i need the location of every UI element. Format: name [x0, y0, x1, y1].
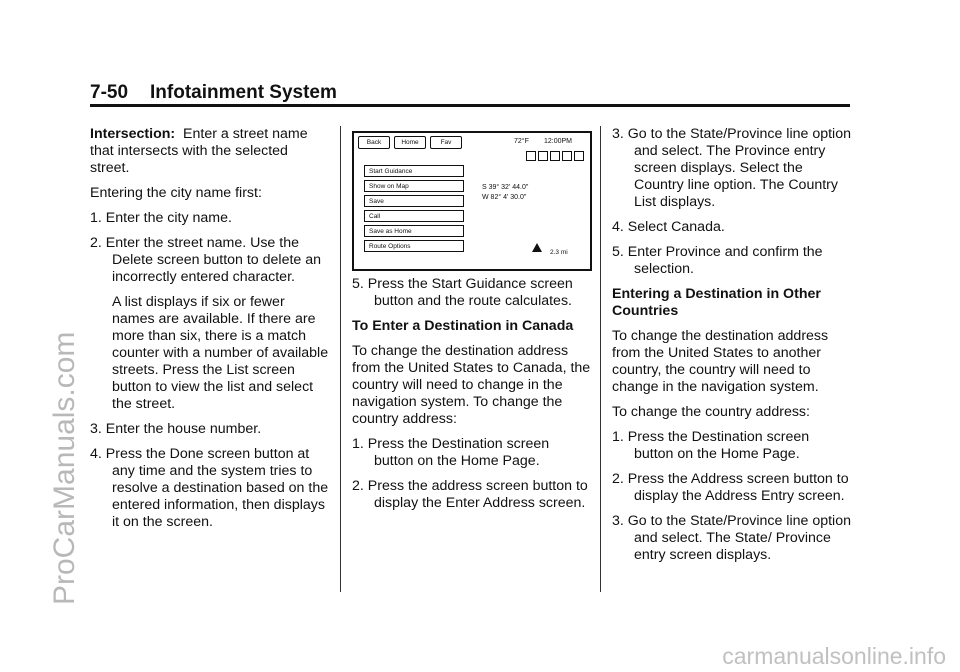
menu-route-options: Route Options — [364, 240, 464, 252]
latitude: S 39° 32' 44.0" — [482, 184, 529, 191]
canada-step-4: 4. Select Canada. — [612, 219, 725, 235]
menu-save-as-home: Save as Home — [364, 225, 464, 237]
fav-button: Fav — [430, 136, 462, 149]
other-step-1: 1. Press the Destination screen button on the Home Page. — [612, 429, 810, 462]
menu-call: Call — [364, 210, 464, 222]
status-icon — [562, 151, 572, 161]
menu-save: Save — [364, 195, 464, 207]
canada-heading: To Enter a Destination in Canada — [352, 318, 574, 334]
canada-step-5: 5. Enter Province and confirm the selection. — [612, 244, 823, 277]
navigation-screen-figure — [352, 131, 592, 271]
footer-watermark: carmanualsonline.info — [722, 643, 946, 669]
direction-arrow-icon — [532, 243, 542, 252]
temperature: 72°F — [514, 138, 529, 145]
status-icon — [574, 151, 584, 161]
back-button: Back — [358, 136, 390, 149]
intersection-text: Enter a street name that intersects with the selected street. — [90, 126, 308, 176]
step-5: 5. Press the Start Guidance screen button and the route calculates. — [352, 276, 573, 309]
status-icons — [526, 151, 584, 161]
distance: 2.3 mi — [550, 249, 568, 256]
clock: 12:00PM — [544, 138, 573, 145]
status-icon — [526, 151, 536, 161]
other-countries-text-2: To change the country address: — [612, 404, 810, 420]
header-rule — [90, 104, 850, 107]
canada-step-1: 1. Press the Destination screen button on the Home Page. — [352, 436, 550, 469]
step-1: 1. Enter the city name. — [90, 210, 232, 226]
column-divider-2 — [600, 126, 601, 592]
step-2: 2. Enter the street name. Use the Delete screen button to delete an incorrectly entered character. — [90, 235, 322, 285]
side-watermark: ProCarManuals.com — [48, 331, 81, 605]
column-3 — [612, 126, 852, 572]
step-3: 3. Enter the house number. — [90, 421, 262, 437]
coordinates — [482, 183, 528, 203]
page-number: 7-50 — [90, 82, 129, 103]
other-countries-text-1: To change the destination address from the United States to another country, the country will need to change in the navigation system. — [612, 328, 829, 395]
longitude: W 82° 4' 30.0" — [482, 194, 527, 201]
intersection-label: Intersection: — [90, 126, 176, 142]
page-title: Infotainment System — [150, 82, 337, 103]
canada-step-3: 3. Go to the State/Province line option and select. The Province entry screen displays. Select the Country line option. The Country List displays. — [612, 126, 851, 210]
other-step-3: 3. Go to the State/Province line option and select. The State/ Province entry screen displays. — [612, 513, 851, 563]
step-2-note: A list displays if six or fewer names are available. If there are more than six, there is a match counter with a number of available streets. Press the List screen button to view the list and select the street. — [112, 294, 329, 412]
intersection-paragraph — [90, 126, 330, 177]
canada-step-2: 2. Press the address screen button to display the Enter Address screen. — [352, 478, 588, 511]
other-countries-heading: Entering a Destination in Other Countries — [612, 286, 821, 319]
step-4: 4. Press the Done screen button at any time and the system tries to resolve a destination based on the entered information, then displays it on the screen. — [90, 446, 329, 530]
city-first-text: Entering the city name first: — [90, 185, 262, 201]
menu-show-on-map: Show on Map — [364, 180, 464, 192]
column-2 — [352, 276, 592, 520]
canada-text: To change the destination address from the United States to Canada, the country will need to change in the navigation system. To change the country address: — [352, 343, 591, 427]
page-header — [90, 82, 337, 104]
menu-start-guidance: Start Guidance — [364, 165, 464, 177]
status-icon — [538, 151, 548, 161]
home-button: Home — [394, 136, 426, 149]
column-1 — [90, 126, 330, 539]
status-icon — [550, 151, 560, 161]
column-divider-1 — [340, 126, 341, 592]
other-step-2: 2. Press the Address screen button to display the Address Entry screen. — [612, 471, 849, 504]
